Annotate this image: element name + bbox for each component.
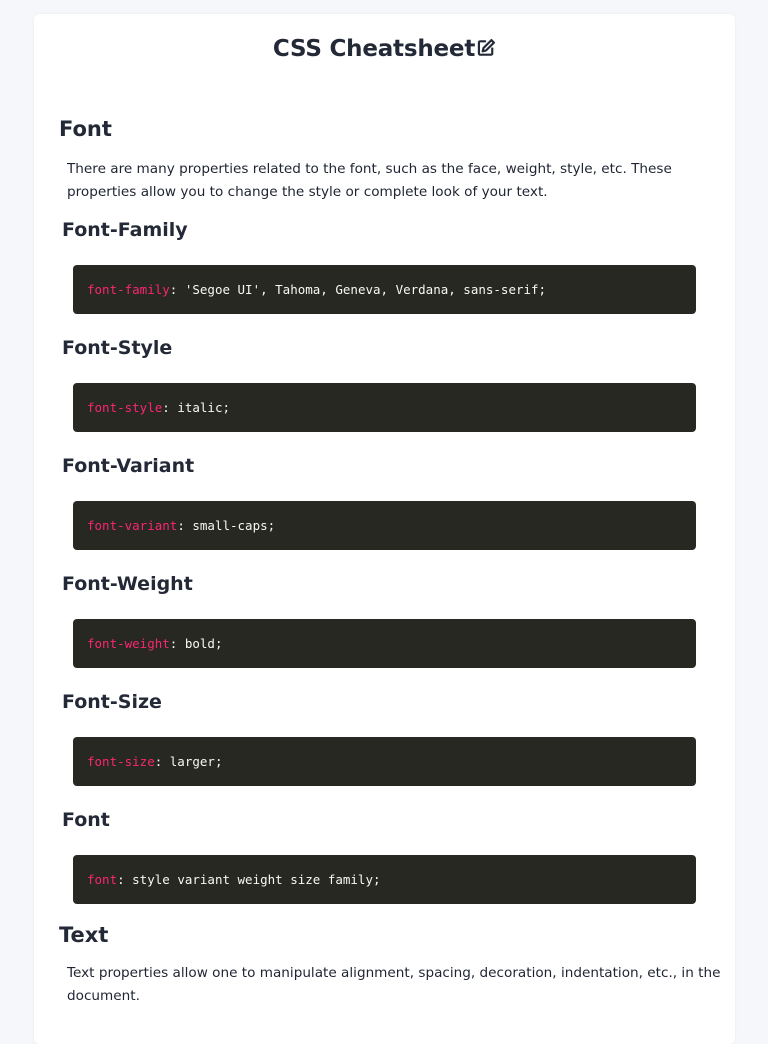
section-title-text: Text bbox=[59, 923, 109, 947]
subsection-title-font-weight: Font-Weight bbox=[62, 573, 193, 595]
subsection-title-font-family: Font-Family bbox=[62, 219, 188, 241]
code-value: : small-caps; bbox=[177, 518, 276, 533]
section-description-font: There are many properties related to the font, such as the face, weight, style, etc. These properties allow you to change the style or complete look of your text. bbox=[67, 161, 672, 200]
page-title-text: CSS Cheatsheet bbox=[272, 36, 476, 62]
edit-icon[interactable] bbox=[476, 38, 496, 58]
subsection-title-font-size: Font-Size bbox=[62, 691, 162, 713]
code-block-font[interactable] bbox=[73, 855, 696, 904]
page-title bbox=[34, 36, 735, 62]
code-property: font-style bbox=[87, 400, 163, 415]
cheatsheet-card bbox=[34, 14, 735, 1044]
code-property: font bbox=[87, 872, 118, 887]
code-block-font-family[interactable] bbox=[73, 265, 696, 314]
subsection-title-font: Font bbox=[62, 809, 110, 831]
subsection-title-font-variant: Font-Variant bbox=[62, 455, 195, 477]
code-block-font-style[interactable] bbox=[73, 383, 696, 432]
section-description-text: Text properties allow one to manipulate alignment, spacing, decoration, indentation, etc., in the document. bbox=[67, 965, 721, 1004]
code-property: font-size bbox=[87, 754, 155, 769]
section-title-font: Font bbox=[59, 117, 112, 141]
code-block-font-variant[interactable] bbox=[73, 501, 696, 550]
code-property: font-variant bbox=[87, 518, 178, 533]
subsection-title-font-style: Font-Style bbox=[62, 337, 173, 359]
code-value: : bold; bbox=[169, 636, 223, 651]
code-value: : 'Segoe UI', Tahoma, Geneva, Verdana, sans-serif; bbox=[169, 282, 547, 297]
code-value: : style variant weight size family; bbox=[117, 872, 381, 887]
code-block-font-weight[interactable] bbox=[73, 619, 696, 668]
code-value: : italic; bbox=[162, 400, 230, 415]
code-property: font-weight bbox=[87, 636, 170, 651]
code-value: : larger; bbox=[154, 754, 223, 769]
code-block-font-size[interactable] bbox=[73, 737, 696, 786]
code-property: font-family bbox=[87, 282, 170, 297]
